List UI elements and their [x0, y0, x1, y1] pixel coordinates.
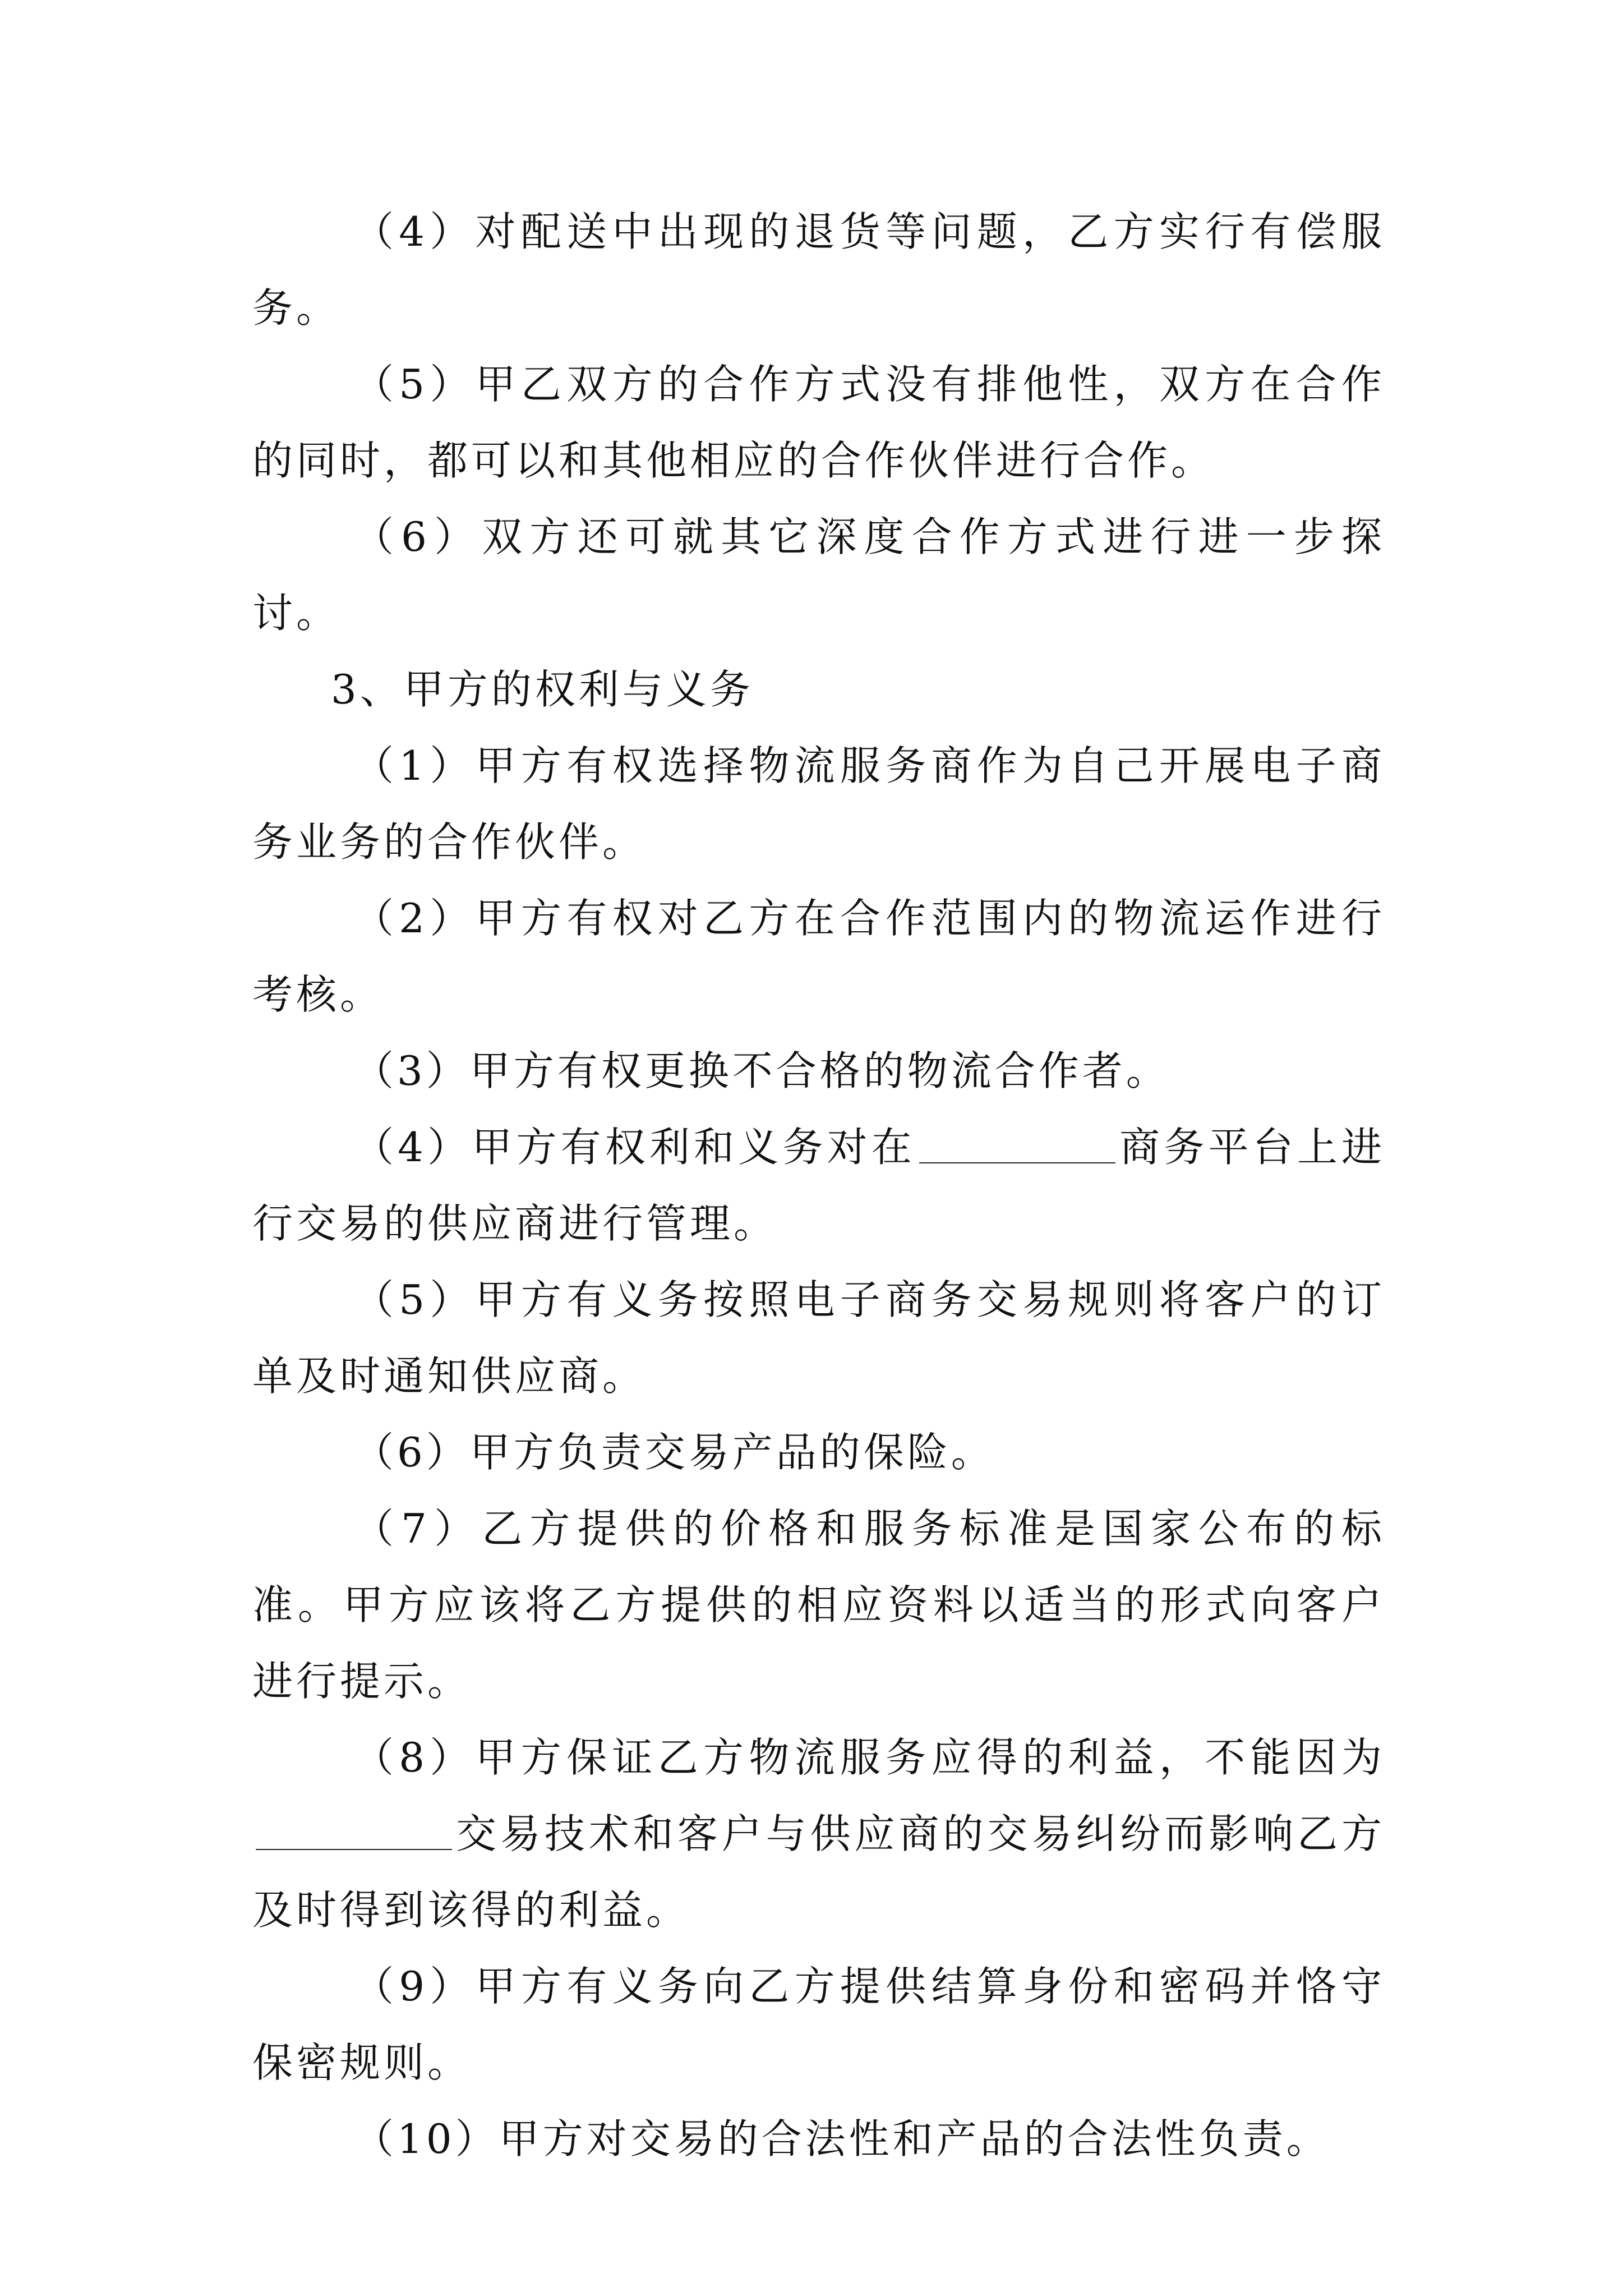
- document-body: [252, 194, 1385, 2177]
- paragraph-legality: （10）甲方对交易的合法性和产品的合法性负责。: [353, 2115, 1330, 2162]
- paragraph-further-cooperation: （6）双方还可就其它深度合作方式进行进一步探讨。: [252, 513, 1385, 637]
- paragraph-non-exclusive: （5）甲乙双方的合作方式没有排他性，双方在合作的同时，都可以和其他相应的合作伙伴进行合作。: [252, 361, 1385, 484]
- paragraph-price-standards: （7）乙方提供的价格和服务标准是国家公布的标准。甲方应该将乙方提供的相应资料以适当的形式向客户进行提示。: [252, 1505, 1385, 1705]
- paragraph-return-service: （4）对配送中出现的退货等问题，乙方实行有偿服务。: [252, 208, 1385, 332]
- paragraph-notify-orders: （5）甲方有义务按照电子商务交易规则将客户的订单及时通知供应商。: [252, 1276, 1385, 1400]
- paragraph-credentials: （9）甲方有义务向乙方提供结算身份和密码并恪守保密规则。: [252, 1963, 1385, 2086]
- paragraph-select-provider: （1）甲方有权选择物流服务商作为自己开展电子商务业务的合作伙伴。: [252, 742, 1385, 866]
- paragraph-manage-suppliers-start: （4）甲方有权利和义务对在: [353, 1124, 916, 1171]
- fill-in-blank: [256, 1815, 452, 1850]
- fill-in-blank: [919, 1129, 1115, 1163]
- section-heading-party-a-rights: 3、甲方的权利与义务: [331, 666, 754, 713]
- paragraph-insurance: （6）甲方负责交易产品的保险。: [353, 1429, 995, 1476]
- paragraph-guarantee-interest: [252, 1719, 1385, 1948]
- paragraph-guarantee-interest-end: 交易技术和客户与供应商的交易纠纷而影响乙方及时得到该得的利益。: [252, 1810, 1385, 1934]
- paragraph-manage-suppliers-end: 商务平台上进行交易的供应商进行管理。: [252, 1124, 1385, 1247]
- paragraph-assess-operations: （2）甲方有权对乙方在合作范围内的物流运作进行考核。: [252, 895, 1385, 1018]
- paragraph-guarantee-interest-start: （8）甲方保证乙方物流服务应得的利益，不能因为: [353, 1734, 1385, 1781]
- paragraph-manage-suppliers: [252, 1109, 1385, 1262]
- paragraph-replace-partner: （3）甲方有权更换不合格的物流合作者。: [353, 1047, 1170, 1094]
